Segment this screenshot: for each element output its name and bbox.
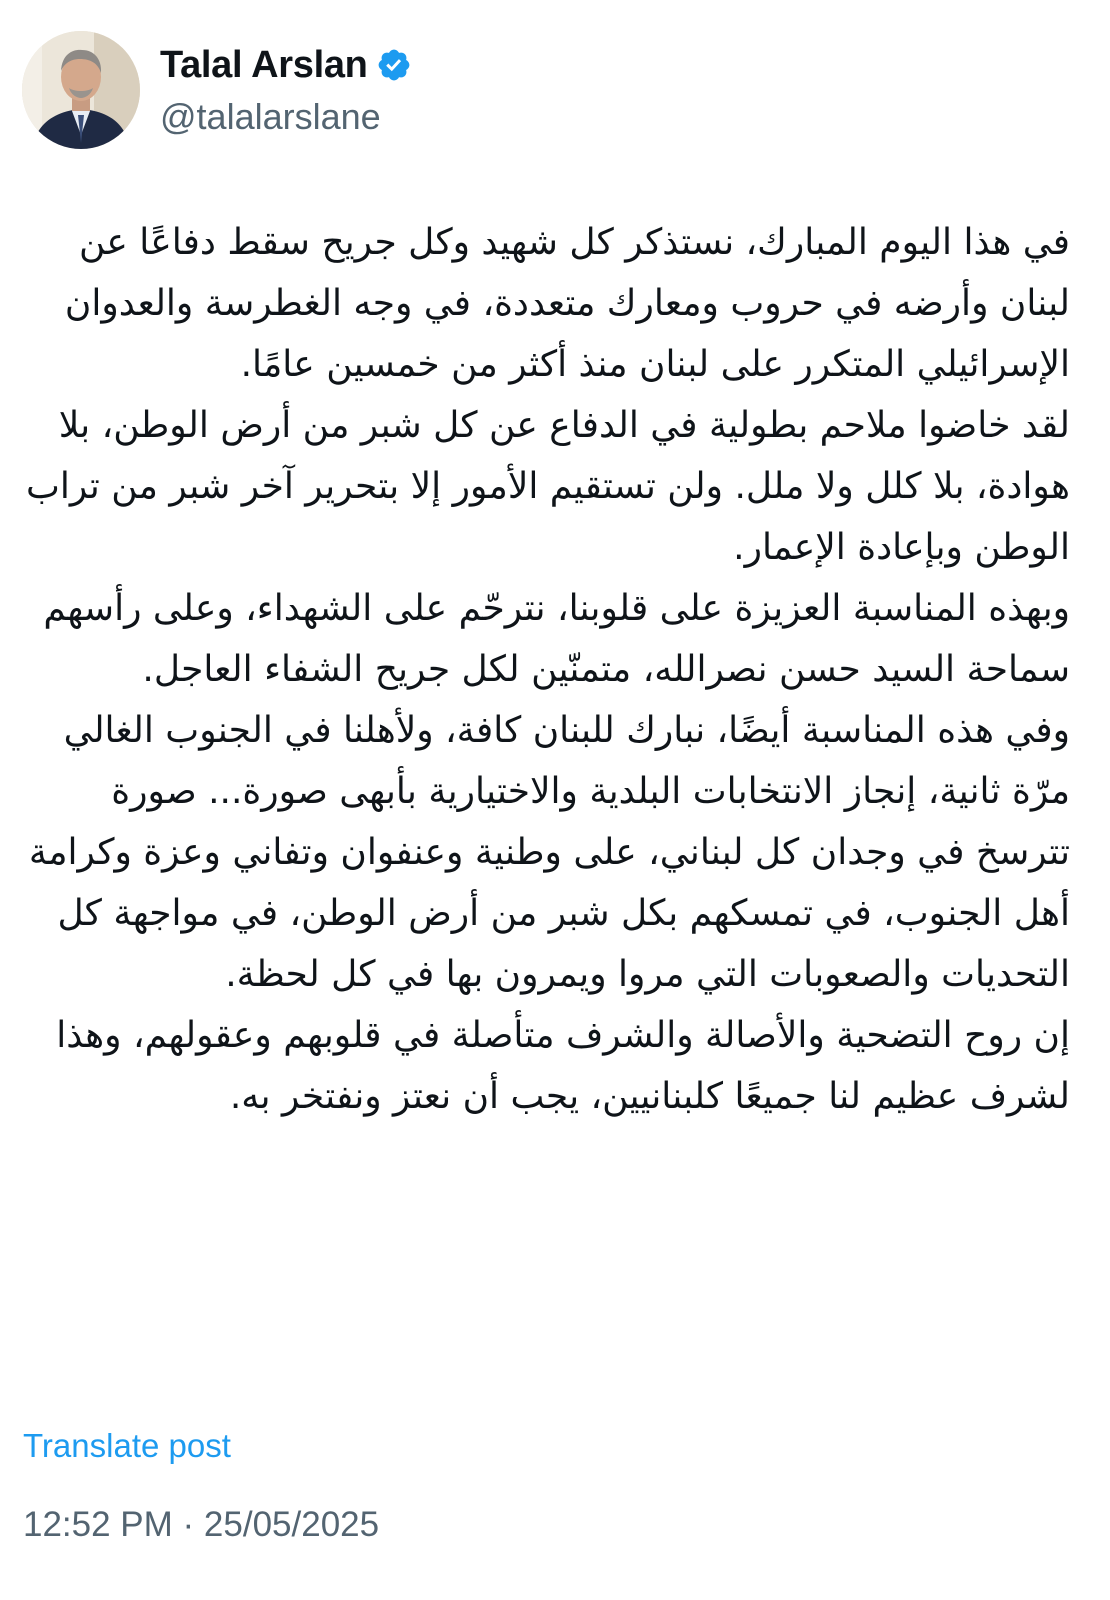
post-paragraph: لقد خاضوا ملاحم بطولية في الدفاع عن كل شبر من أرض الوطن، بلا هوادة، بلا كلل ولا ملل. ولن تستقيم الأمور إلا بتحرير آخر شبر من تراب الوطن وبإعادة الإعمار. xyxy=(26,405,1070,568)
author-display-name[interactable]: Talal Arslan xyxy=(160,43,368,86)
post-paragraph: وفي هذه المناسبة أيضًا، نبارك للبنان كافة، ولأهلنا في الجنوب الغالي مرّة ثانية، إنجاز الانتخابات البلدية والاختيارية بأبهى صورة... صورة تترسخ في وجدان كل لبناني، على وطنية وعنفوان وتفاني وعزة وكرامة أهل الجنوب، في تمسكهم بكل شبر من أرض الوطن، في مواجهة كل التحديات والصعوبات التي مروا ويمرون بها في كل لحظة. xyxy=(28,710,1070,995)
author-names xyxy=(160,42,412,138)
post-paragraph: وبهذه المناسبة العزيزة على قلوبنا، نترحّم على الشهداء، وعلى رأسهم سماحة السيد حسن نصرالله، متمنّين لكل جريح الشفاء العاجل. xyxy=(43,588,1070,690)
display-name-row xyxy=(160,42,412,88)
post-timestamp[interactable]: 12:52 PM · 25/05/2025 xyxy=(23,1505,380,1544)
post-paragraph: في هذا اليوم المبارك، نستذكر كل شهيد وكل جريح سقط دفاعًا عن لبنان وأرضه في حروب ومعارك متعددة، في وجه الغطرسة والعدوان الإسرائيلي المتكرر على لبنان منذ أكثر من خمسين عامًا. xyxy=(64,222,1070,385)
verified-badge-icon[interactable] xyxy=(376,47,412,83)
post-paragraph: إن روح التضحية والأصالة والشرف متأصلة في قلوبهم وعقولهم، وهذا لشرف عظيم لنا جميعًا كلبنانيين، يجب أن نعتز ونفتخر به. xyxy=(56,1015,1070,1117)
post-header xyxy=(22,30,412,150)
translate-post-link[interactable]: Translate post xyxy=(23,1427,231,1464)
author-handle[interactable]: @talalarslane xyxy=(160,96,381,137)
author-avatar[interactable] xyxy=(22,31,140,149)
post-text xyxy=(26,212,1070,1127)
avatar-photo-icon xyxy=(22,31,140,149)
